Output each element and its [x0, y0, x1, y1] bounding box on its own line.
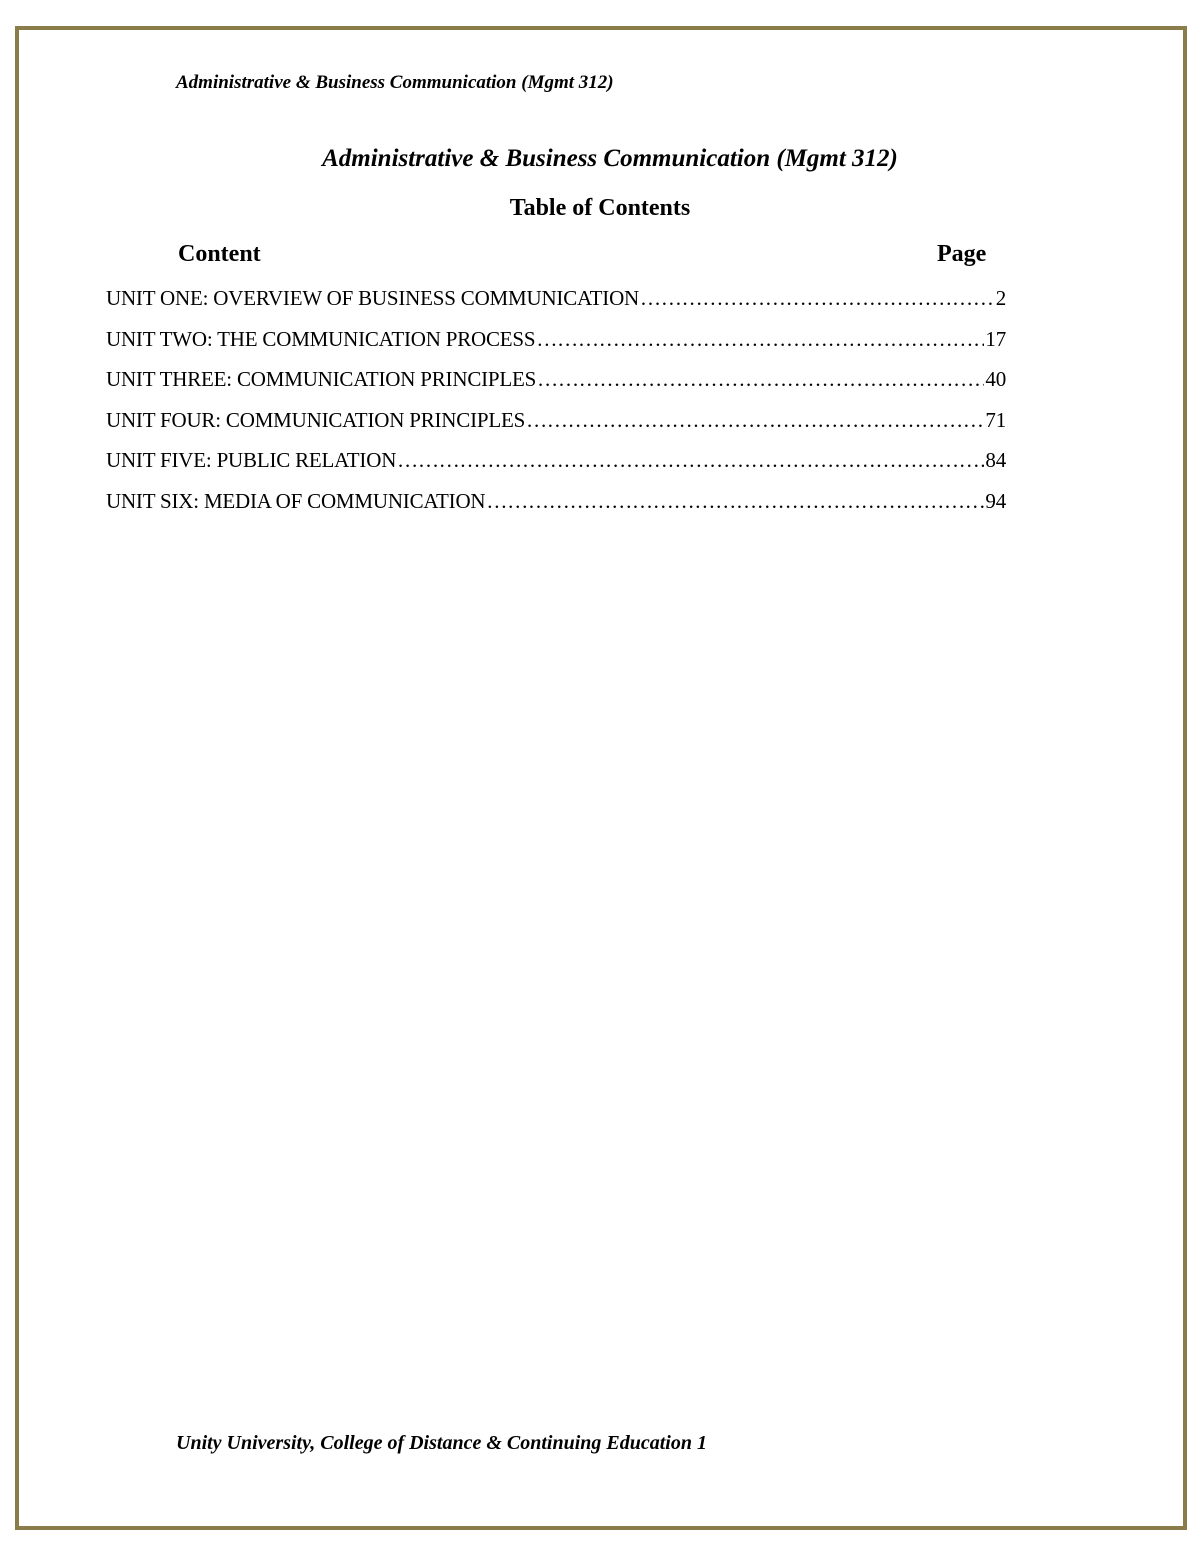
toc-leader-dots — [397, 448, 984, 473]
column-header-content: Content — [178, 241, 261, 267]
toc-entry[interactable] — [106, 367, 1006, 408]
toc-leader-dots — [526, 408, 984, 433]
toc-entry-page: 17 — [985, 326, 1006, 351]
running-header: Administrative & Business Communication (Mgmt 312) — [176, 72, 614, 93]
toc-leader-dots — [536, 327, 984, 352]
toc-entry-page: 84 — [985, 448, 1006, 473]
toc-list — [106, 286, 1006, 530]
toc-entry-page: 94 — [985, 488, 1006, 513]
toc-entry-label: UNIT FOUR: COMMUNICATION PRINCIPLES — [106, 407, 526, 432]
toc-entry[interactable] — [106, 286, 1006, 327]
toc-entry-label: UNIT THREE: COMMUNICATION PRINCIPLES — [106, 367, 537, 392]
running-footer: Unity University, College of Distance & Continuing Education 1 — [176, 1432, 707, 1454]
toc-entry-label: UNIT SIX: MEDIA OF COMMUNICATION — [106, 488, 486, 513]
toc-entry-page: 40 — [985, 367, 1006, 392]
toc-entry-page: 71 — [985, 407, 1006, 432]
toc-leader-dots — [486, 489, 984, 514]
toc-leader-dots — [537, 367, 984, 392]
toc-entry[interactable] — [106, 489, 1006, 530]
column-header-page: Page — [937, 241, 987, 267]
toc-entry-label: UNIT FIVE: PUBLIC RELATION — [106, 448, 397, 473]
toc-entry[interactable] — [106, 408, 1006, 449]
toc-entry-label: UNIT TWO: THE COMMUNICATION PROCESS — [106, 326, 536, 351]
toc-entry[interactable] — [106, 448, 1006, 489]
toc-heading: Table of Contents — [509, 195, 691, 221]
document-title: Administrative & Business Communication (Mgmt 312) — [322, 145, 898, 172]
toc-entry[interactable] — [106, 327, 1006, 368]
toc-entry-label: UNIT ONE: OVERVIEW OF BUSINESS COMMUNICATION — [106, 286, 640, 310]
toc-entry-page: 2 — [995, 286, 1006, 310]
toc-leader-dots — [640, 286, 995, 311]
